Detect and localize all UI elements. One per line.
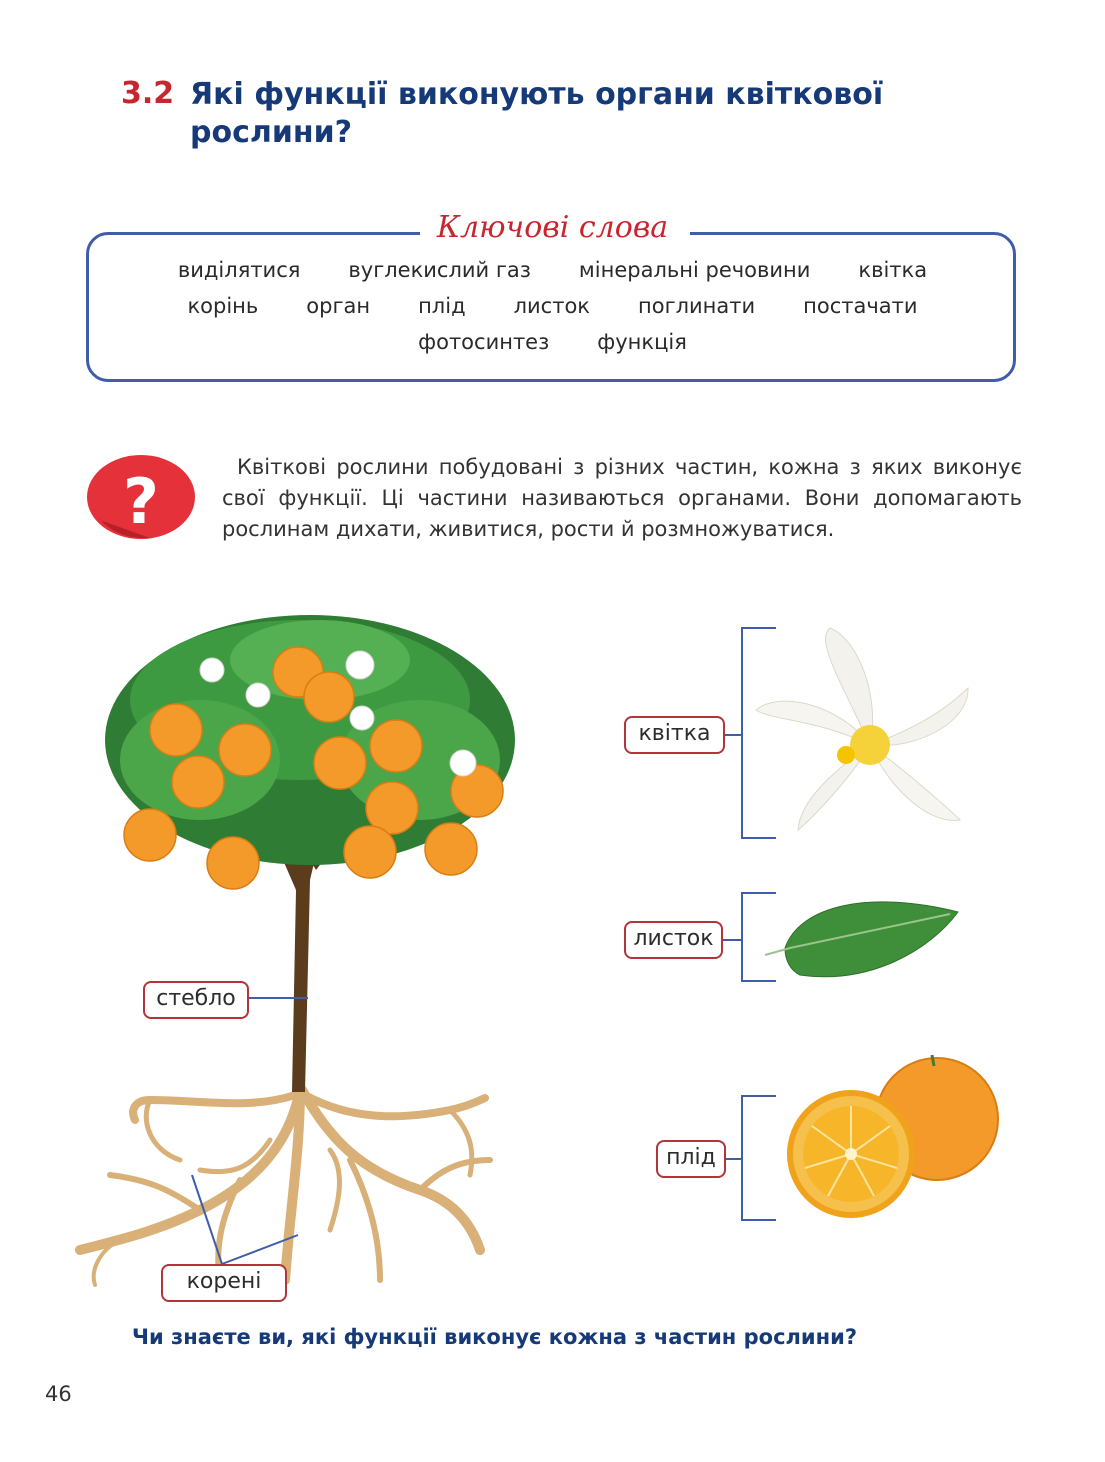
keyword: виділятися bbox=[177, 258, 301, 282]
keyword: фотосинтез bbox=[418, 330, 550, 354]
keyword: поглинати bbox=[637, 294, 756, 318]
fruit-illustration bbox=[790, 1055, 998, 1215]
roots bbox=[80, 1090, 490, 1285]
intro-text: Квіткові рослини побудовані з різних частин, кожна з яких виконує свої функції. Ці частини називаються органами. Вони допомагають рослинам дихати, живитися, рости й розмножуватися. bbox=[222, 455, 1022, 541]
label-fruit: плід bbox=[656, 1140, 726, 1178]
label-roots: корені bbox=[161, 1264, 287, 1302]
label-flower: квітка bbox=[624, 716, 725, 754]
keyword: вуглекислий газ bbox=[348, 258, 531, 282]
question-text: Чи знаєте ви, які функції виконує кожна з частин рослини? bbox=[132, 1325, 858, 1349]
keyword: плід bbox=[418, 294, 466, 318]
question-mark-icon bbox=[87, 455, 195, 539]
page-title: Які функції виконують органи квіткової рослини? bbox=[190, 77, 884, 150]
keywords-title: Ключові слова bbox=[436, 210, 669, 245]
keyword: функція bbox=[597, 330, 687, 354]
flower-illustration bbox=[756, 628, 968, 830]
section-number: 3.2 bbox=[121, 76, 175, 111]
keyword: постачати bbox=[803, 294, 918, 318]
svg-text:?: ? bbox=[123, 465, 159, 538]
page-number: 46 bbox=[45, 1382, 72, 1406]
keyword: мінеральні речовини bbox=[578, 258, 811, 282]
keyword: орган bbox=[306, 294, 371, 318]
label-stem: стебло bbox=[143, 981, 249, 1019]
leaf-illustration bbox=[765, 902, 958, 977]
keyword: корінь bbox=[187, 294, 259, 318]
keyword: листок bbox=[513, 294, 590, 318]
keyword: квітка bbox=[858, 258, 928, 282]
label-leaf: листок bbox=[624, 921, 723, 959]
